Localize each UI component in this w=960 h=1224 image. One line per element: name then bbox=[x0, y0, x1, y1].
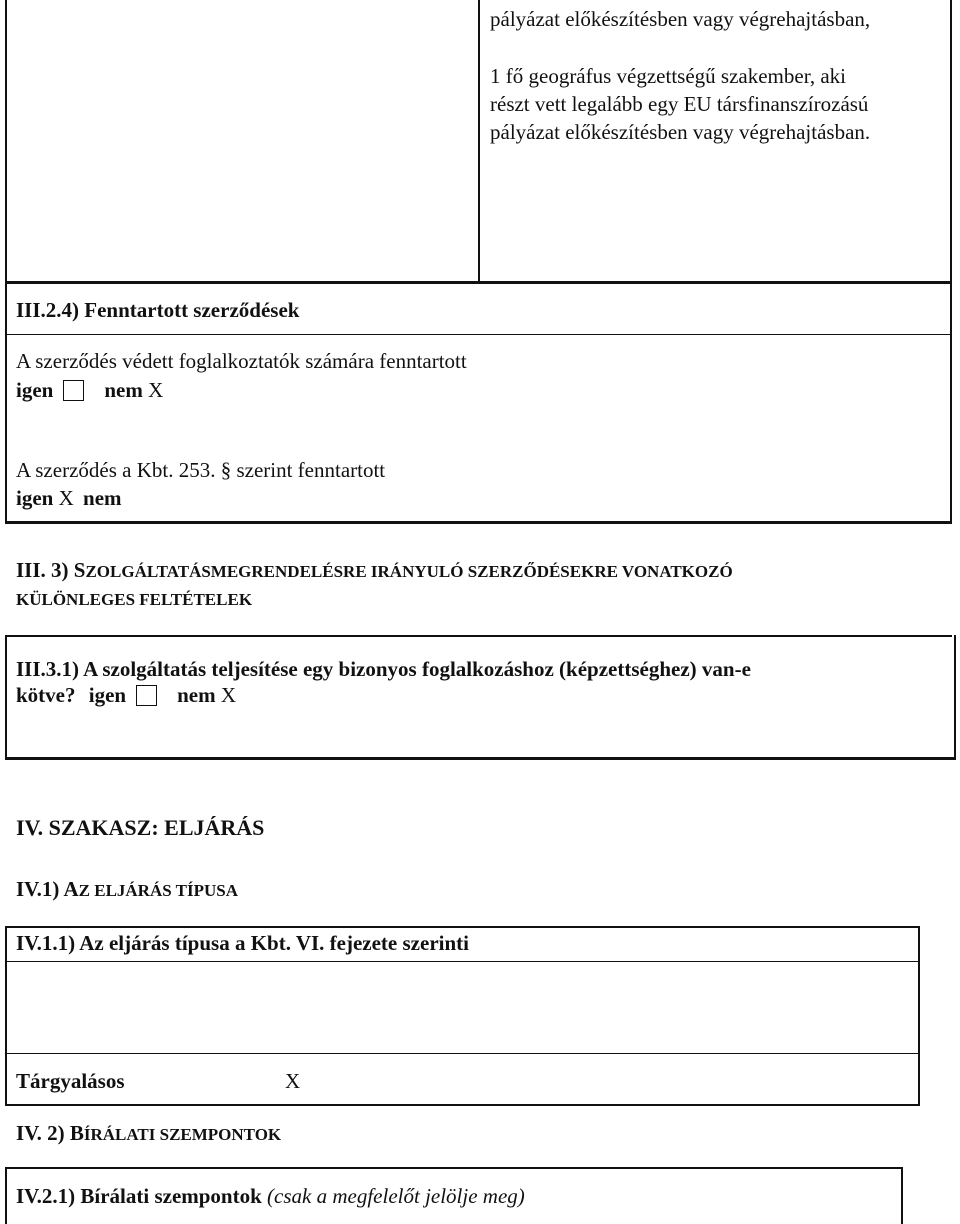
section-iii-3-heading-line-2: KÜLÖNLEGES FELTÉTELEK bbox=[16, 590, 253, 609]
yes-mark: X bbox=[58, 486, 74, 510]
section-iv-1-heading: IV.1) AZ ELJÁRÁS TÍPUSA bbox=[16, 877, 238, 901]
yes-label: igen bbox=[16, 378, 54, 402]
top-text-line-3: részt vett legalább egy EU társfinanszírozású bbox=[490, 92, 869, 116]
yes-checkbox[interactable] bbox=[63, 380, 84, 401]
reserved-sheltered-answer bbox=[16, 377, 163, 403]
reserved-sheltered-question: A szerződés védett foglalkoztatók számára fenntartott bbox=[16, 349, 467, 373]
reserved-kbt-answer bbox=[16, 485, 122, 511]
yes-label: igen bbox=[88, 683, 127, 707]
section-iii-2-4-heading: III.2.4) Fenntartott szerződések bbox=[16, 298, 300, 322]
section-iv-heading: IV. SZAKASZ: ELJÁRÁS bbox=[16, 815, 265, 840]
section-iii-3-1-answer bbox=[16, 682, 236, 708]
procedure-option-label: Tárgyalásos bbox=[16, 1069, 125, 1093]
question-tail: kötve? bbox=[16, 683, 76, 707]
section-iv-2-1-heading: IV.2.1) Bírálati szempontok (csak a megfelelőt jelölje meg) bbox=[16, 1184, 525, 1208]
top-text-line-4: pályázat előkészítésben vagy végrehajtásban. bbox=[490, 120, 871, 144]
section-iii-3-1-question: III.3.1) A szolgáltatás teljesítése egy bizonyos foglalkozáshoz (képzettséghez) van-e bbox=[16, 657, 751, 681]
no-label: nem bbox=[104, 378, 143, 402]
reserved-kbt-question: A szerződés a Kbt. 253. § szerint fenntartott bbox=[16, 458, 386, 482]
yes-label: igen bbox=[16, 486, 54, 510]
top-text-line-1: pályázat előkészítésben vagy végrehajtásban, bbox=[490, 7, 871, 31]
procedure-option-mark: X bbox=[285, 1069, 301, 1093]
no-mark: X bbox=[148, 378, 164, 402]
yes-checkbox[interactable] bbox=[136, 685, 157, 706]
section-iii-3-heading: III. 3) SZOLGÁLTATÁSMEGRENDELÉSRE IRÁNYULÓ SZERZŐDÉSEKRE VONATKOZÓ bbox=[16, 558, 733, 582]
section-iv-2-1-note: (csak a megfelelőt jelölje meg) bbox=[267, 1184, 525, 1208]
no-mark: X bbox=[220, 683, 237, 707]
section-iv-2-heading: IV. 2) BÍRÁLATI SZEMPONTOK bbox=[16, 1121, 282, 1145]
top-text-line-2: 1 fő geográfus végzettségű szakember, aki bbox=[490, 64, 847, 88]
no-label: nem bbox=[83, 486, 122, 510]
no-label: nem bbox=[177, 683, 216, 707]
section-iv-1-1-heading: IV.1.1) Az eljárás típusa a Kbt. VI. fejezete szerinti bbox=[16, 931, 469, 955]
